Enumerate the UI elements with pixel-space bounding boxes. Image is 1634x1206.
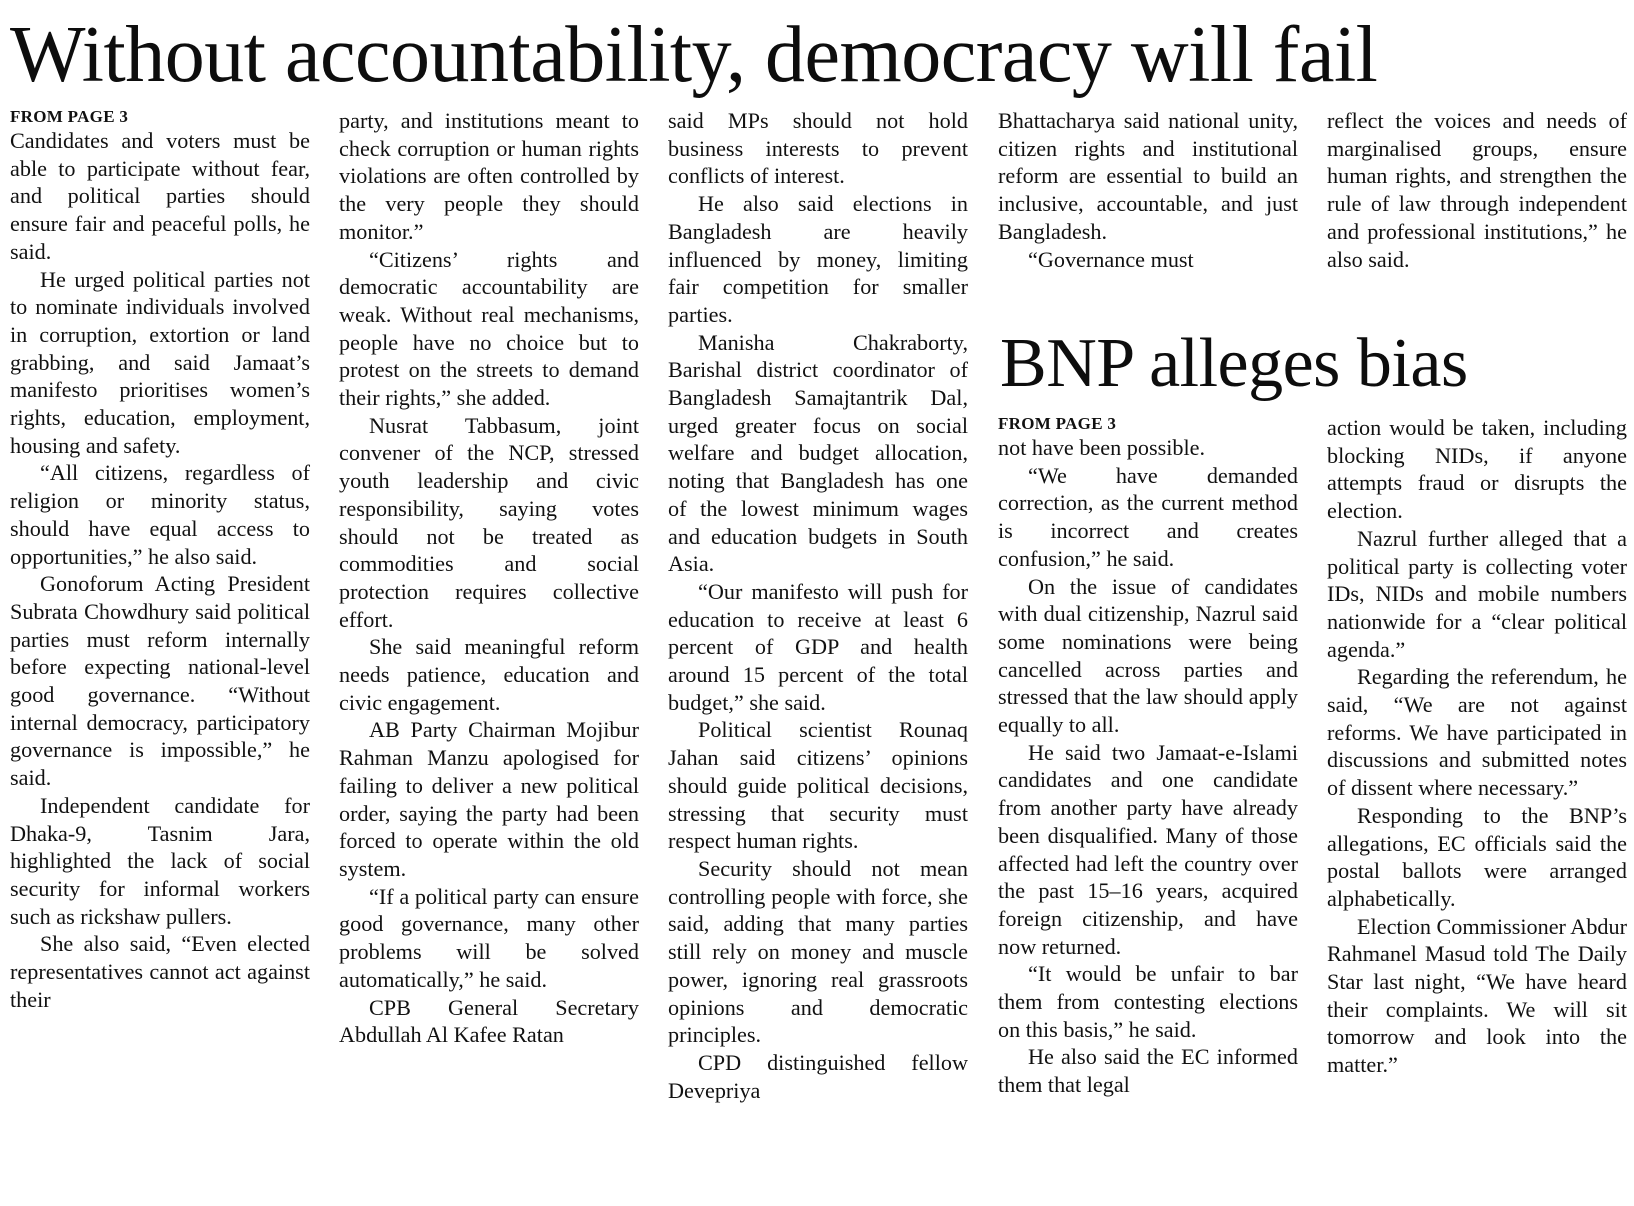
paragraph: Regarding the referendum, he said, “We are not against reforms. We have participated in discussions and submitted notes of dissent where necessary.” [1327,664,1627,801]
paragraph: said MPs should not hold business interests to prevent conflicts of interest. [668,108,968,189]
paragraph: “If a political party can ensure good governance, many other problems will be solved automatically,” he said. [339,883,639,992]
paragraph: She said meaningful reform needs patience, education and civic engagement. [339,634,639,715]
paragraph: Gonoforum Acting President Subrata Chowdhury said political parties must reform internally before expecting national-level good governance. “Without internal democracy, participatory governance is impossible,” he said. [10,571,310,791]
paragraph: He said two Jamaat-e-Islami candidates and one candidate from another party have already been disqualified. Many of those affected had left the country over the past 15–16 years, acquired foreign citizenship, and have now returned. [998,739,1298,959]
paragraph: He urged political parties not to nominate individuals involved in corruption, extortion or land grabbing, and said Jamaat’s manifesto prioritises women’s rights, education, employment, housing and safety. [10,266,310,458]
story2-column-2 [1327,414,1627,1079]
paragraph: “Citizens’ rights and democratic accountability are weak. Without real mechanisms, people have no choice but to protest on the streets to demand their rights,” she added. [339,246,639,411]
paragraph: He also said the EC informed them that legal [998,1044,1298,1098]
paragraph: Security should not mean controlling people with force, she said, adding that many parties still rely on money and muscle power, ignoring real grassroots opinions and democratic principles. [668,855,968,1048]
paragraph: “It would be unfair to bar them from contesting elections on this basis,” he said. [998,961,1298,1042]
paragraph: AB Party Chairman Mojibur Rahman Manzu apologised for failing to deliver a new political order, saying the party had been forced to operate within the old system. [339,717,639,881]
paragraph: reflect the voices and needs of marginalised groups, ensure human rights, and strengthen the rule of law through independent and professional institutions,” he also said. [1327,108,1627,272]
secondary-headline: BNP alleges bias [1000,325,1468,402]
story1-column-5 [1327,107,1627,273]
paragraph: “All citizens, regardless of religion or minority status, should have equal access to opportunities,” he also said. [10,460,310,569]
paragraph: He also said elections in Bangladesh are heavily influenced by money, limiting fair competition for smaller parties. [668,191,968,327]
story1-column-3 [668,107,968,1104]
paragraph: Responding to the BNP’s allegations, EC officials said the postal ballots were arranged alphabetically. [1327,802,1627,911]
paragraph: “Governance must [1028,246,1194,272]
paragraph: CPB General Secretary Abdullah Al Kafee Ratan [339,994,639,1048]
paragraph: Election Commissioner Abdur Rahmanel Masud told The Daily Star last night, “We have heard their complaints. We will sit tomorrow and look into the matter.” [1327,913,1627,1078]
paragraph: Nusrat Tabbasum, joint convener of the NCP, stressed youth leadership and civic responsibility, saying votes should not be treated as commodities and social protection requires collective effort. [339,412,639,632]
paragraph: Political scientist Rounaq Jahan said citizens’ opinions should guide political decisions, stressing that security must respect human rights. [668,717,968,854]
paragraph: not have been possible. [998,435,1206,460]
paragraph: Nazrul further alleged that a political party is collecting voter IDs, NIDs and mobile numbers nationwide for a “clear political agenda.” [1327,525,1627,662]
main-headline: Without accountability, democracy will fail [10,11,1378,99]
story1-column-1 [10,107,310,1014]
paragraph: “Our manifesto will push for education to receive at least 6 percent of GDP and health around 15 percent of the total budget,” she said. [668,578,968,715]
paragraph: Manisha Chakraborty, Barishal district coordinator of Bangladesh Samajtantrik Dal, urged greater focus on social welfare and budget allocation, noting that Bangladesh has one of the lowest minimum wages and education budgets in South Asia. [668,329,968,577]
story1-column-2 [339,107,639,1049]
paragraph: “We have demanded correction, as the current method is incorrect and creates confusion,” he said. [998,462,1298,571]
story2-column-1 [998,414,1298,1099]
paragraph: She also said, “Even elected representatives cannot act against their [10,931,310,1012]
continuation-kicker: FROM PAGE 3 [10,107,129,126]
paragraph: party, and institutions meant to check corruption or human rights violations are often controlled by the very people they should monitor.” [339,108,639,244]
paragraph: Bhattacharya said national unity, citizen rights and institutional reform are essential to build an inclusive, accountable, and just Bangladesh. [998,108,1298,244]
continuation-kicker: FROM PAGE 3 [998,414,1117,433]
paragraph: CPD distinguished fellow Devepriya [668,1049,968,1103]
story1-column-4 [998,107,1298,273]
paragraph: Candidates and voters must be able to participate without fear, and political parties should ensure fair and peaceful polls, he said. [10,128,310,264]
paragraph: On the issue of candidates with dual citizenship, Nazrul said some nominations were being cancelled across parties and stressed that the law should apply equally to all. [998,573,1298,738]
paragraph: Independent candidate for Dhaka-9, Tasnim Jara, highlighted the lack of social security for informal workers such as rickshaw pullers. [10,792,310,929]
paragraph: action would be taken, including blocking NIDs, if anyone attempts fraud or disrupts the election. [1327,415,1627,524]
